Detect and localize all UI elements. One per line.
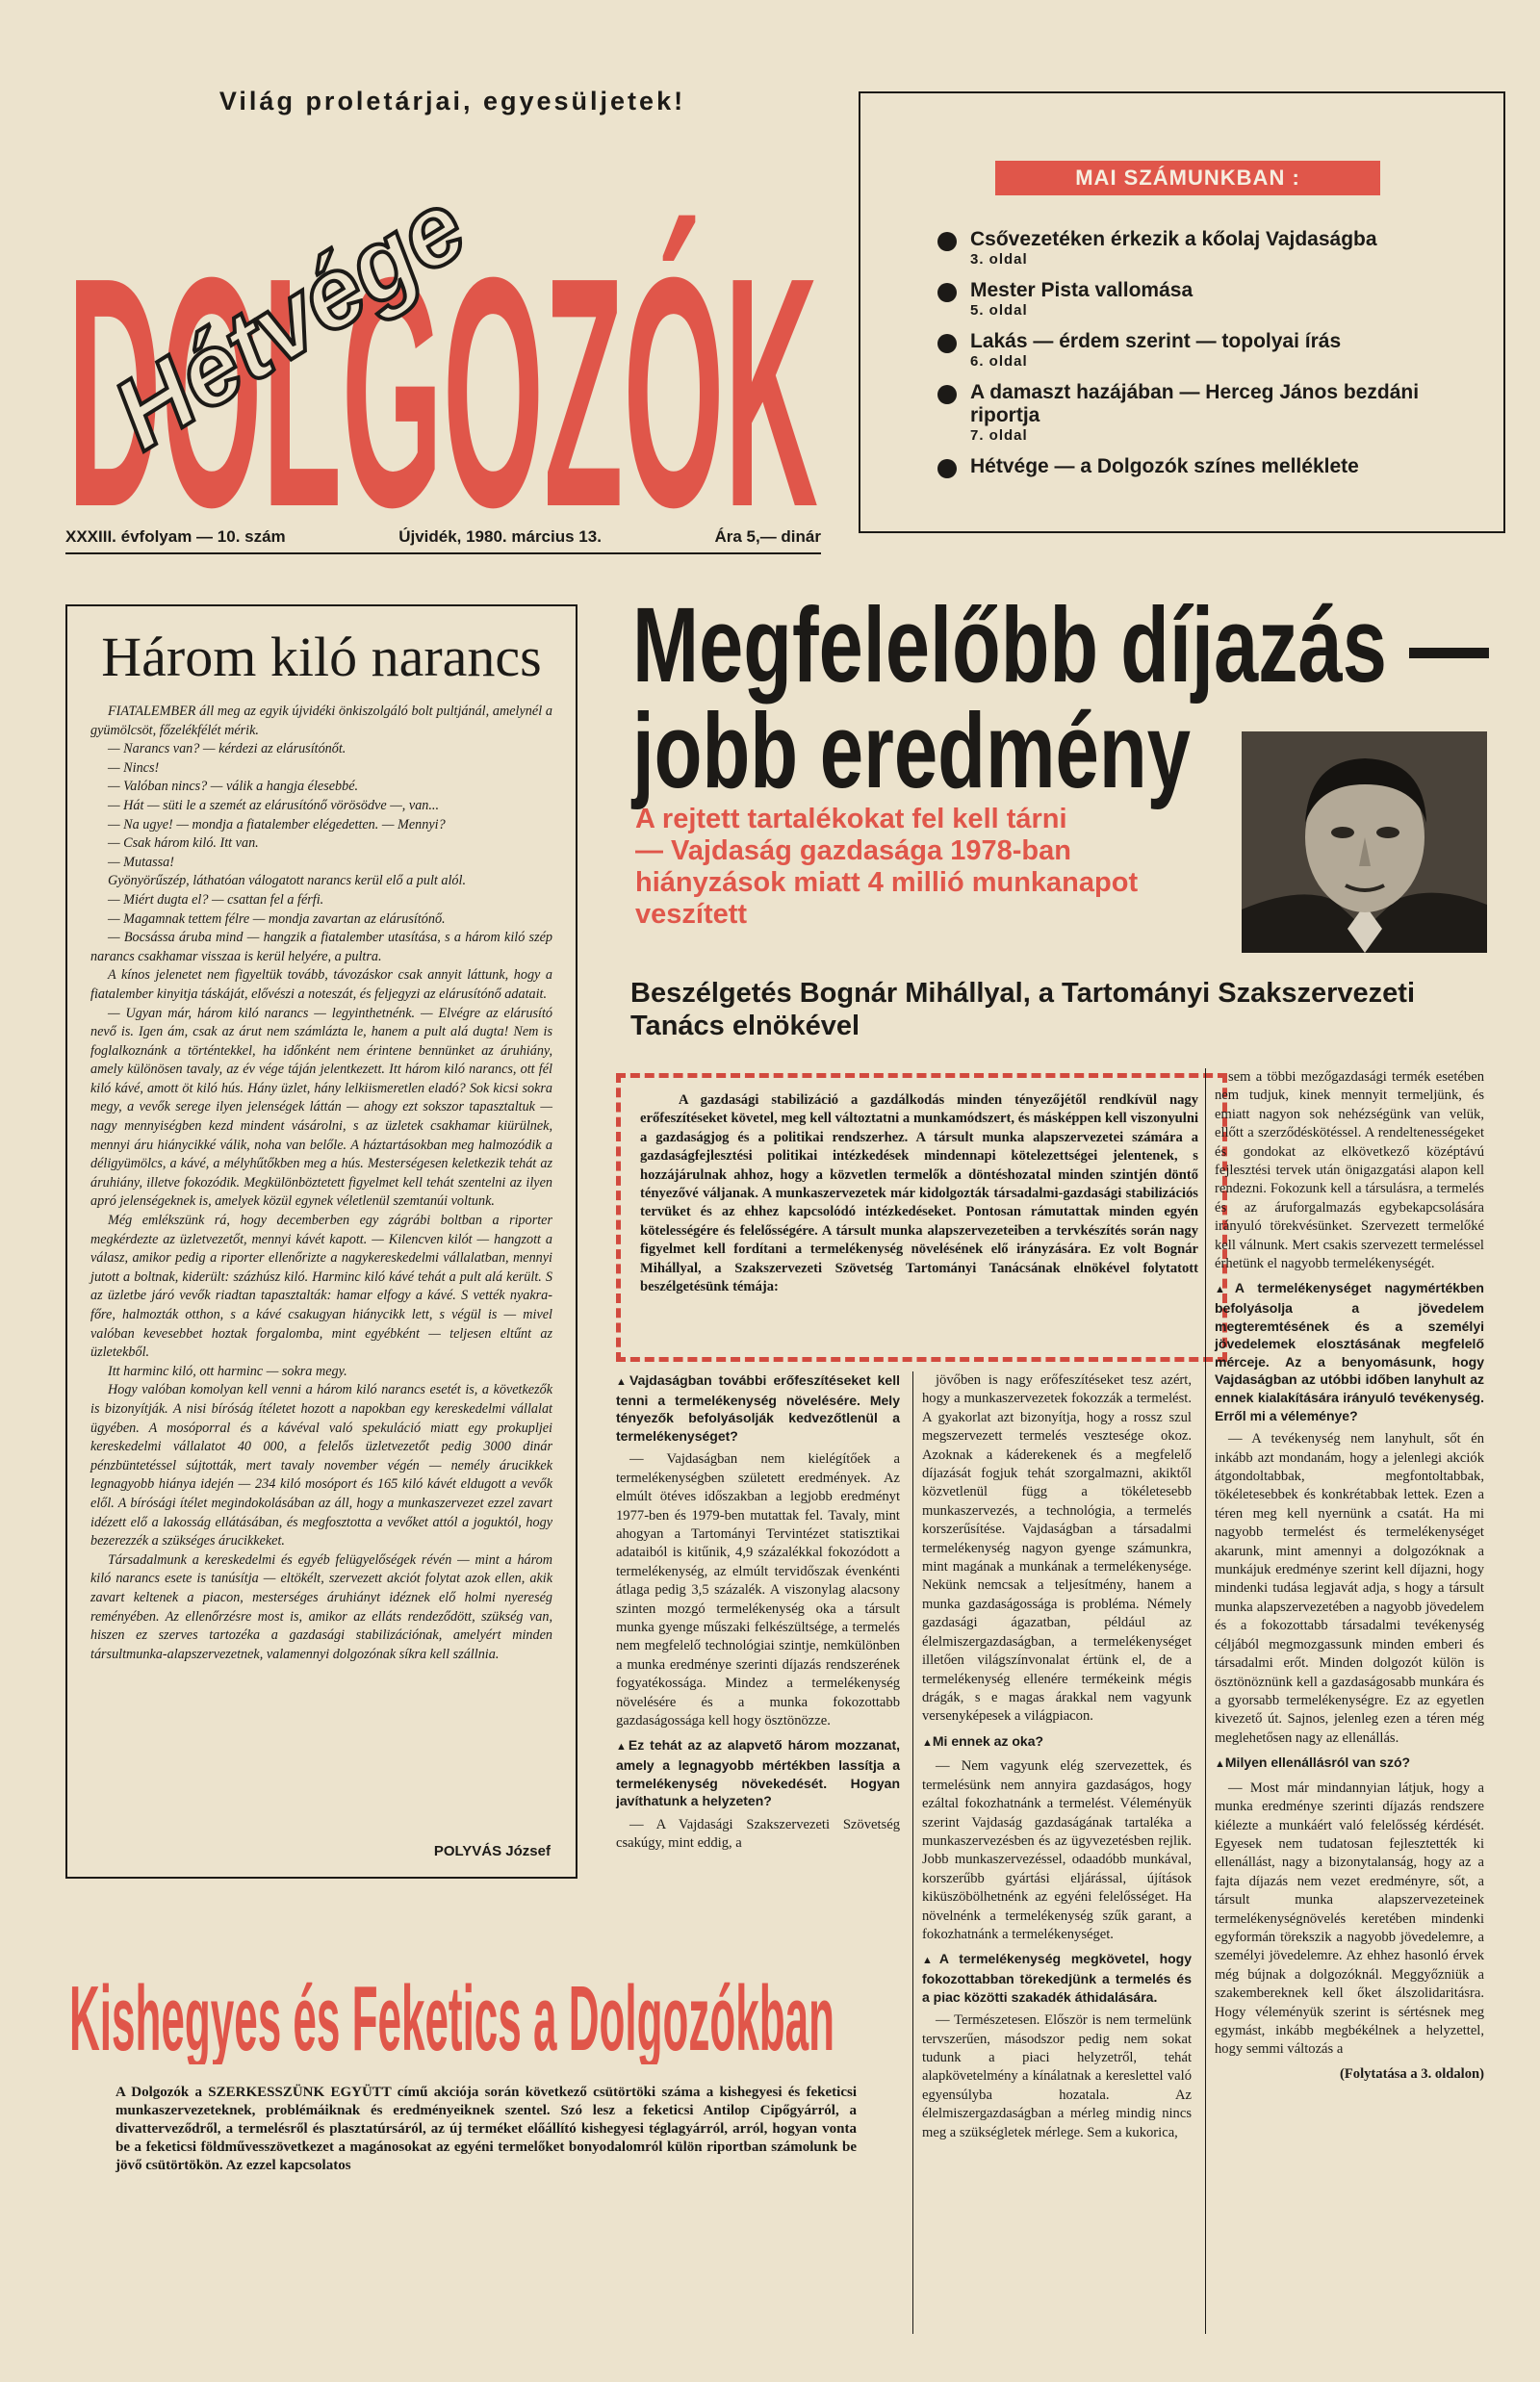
story-paragraph: — Hát — süti le a szemét az elárusítónő vörösödve —, van...: [108, 797, 440, 813]
story-paragraph: — Bocsássa áruba mind — hangzik a fiatalember utasítása, s a három kiló szép narancs csakhamar visszaa is kerül helyére, a pultra.: [90, 930, 552, 964]
contents-item: [937, 455, 1476, 478]
price: Ára 5,— dinár: [714, 527, 821, 546]
feature-column-3: [1215, 1068, 1484, 2089]
story-paragraph: — Ugyan már, három kiló narancs — legyinthetnénk. — Elvégre az elárusító nevő is. Igen ám, csak az árut nem számlázta le, hanem a pult alá dugta! Nem is foglalkoznánk a történtekkel, ha időnként nem érintene bennünket az áruhiány, amely különösen tavaly, az év vége táján jelentkezett. Itt három kiló narancs, ott fél kiló kávé, amott öt kiló hús. Hány üzlet, hány lelkiismeretlen eladó? Sok kicsi sokra megy, a vevők serege ilyen jelenségek láttán — ahogy ezt sokszor tapasztaltuk — nagy mennyiségben kezd mindent vásárolni, s az üzletek csakhamar kiürülnek, mennyi áru hiánycikké válik, noha van belőle. A háztartásokban meg halmozódik a déligyümölcs, a kávé, a mélyhűtőkben meg a hús. Mesterségesen keletkezik tehát az áruhiány, illetve fokozódik. Megkülönböztetett figyelmet kell tehát szentelni az ilyen apró jelenségeknek is, amelyek közül egynek véletlenül szemtanúi voltunk.: [90, 1005, 552, 1210]
interview-question: ▲ Vajdaságban további erőfeszítéseket kell tenni a termelékenység növelésére. Mely tényezők befolyásolják kedvezőtlenül a termelékenységet?: [616, 1371, 900, 1445]
story-paragraph: — Nincs!: [108, 759, 160, 776]
interview-question: ▲ Milyen ellenállásról van szó?: [1215, 1754, 1484, 1774]
story-paragraph: FIATALEMBER áll meg az egyik újvidéki önkiszolgáló bolt pultjánál, amelynél a gyümölcsöt, főzelékfélét mérik.: [90, 704, 552, 738]
contents-list: [937, 228, 1476, 490]
interview-question: ▲ A termelékenység megkövetel, hogy fokozottabban törekedjünk a termelés és a piac közötti szakadék áthidalására.: [922, 1950, 1192, 2006]
kishegyes-body: [116, 2084, 857, 2175]
contents-item: [937, 330, 1476, 370]
interview-answer: — A tevékenység nem lanyhult, sőt én inkább azt mondanám, hogy a jelenlegi akciók átgondoltabbak, megfontoltabbak, tökéletesebbek és konkrétabbak lettek. Ezen a téren meg kell nyernünk a csatát. Ha mi nagyobb termelést és termelékenységet akarunk, mint amennyi a dolgozóknak a munkájuk eredménye szerint kell díjazni, hogy mindenki tudása legjavát adja, s hogy a társult munka alapszervezetében a nagyobb jövedelem és a fokozottabb társadalmi tevékenység céljából megmozgassunk minden emberi és társadalmi erőt. Minden dolgozót külön is ösztönöznünk kell a gazdaságosabb munkára és a gyorsabb termelékenységre. Ez az egyetlen kivezető út. Sajnos, jelenleg ezen a téren még meglehetősen nagy az ellenállás.: [1215, 1431, 1484, 1746]
issue-line: [65, 527, 821, 554]
portrait-photo: [1242, 731, 1487, 953]
story-byline: POLYVÁS József: [433, 1843, 551, 1859]
contents-item-page: 3. oldal: [970, 251, 1028, 268]
contents-item-title: A damaszt hazájában — Herceg János bezdáni riportja: [970, 381, 1420, 426]
column-rule: [1205, 1068, 1206, 2334]
contents-heading: MAI SZÁMUNKBAN :: [995, 161, 1380, 195]
interview-answer: — Nem vagyunk elég szervezettek, és termelésünk nem annyira gazdaságos, hogy ezáltal fokozhatnánk a termelést. Véleményük szerint Vajdaság gazdaságának tartaléka a munkaszervezésben és az ügyvezetésben rejlik. Jobb munkaszervezéssel, odaadóbb munkával, korszerűbb gyártási eljárással, újítások kiküszöbölhetnénk az egyéni felelősséget. Ha növelnénk a termelékenység szűk garant, a fokozhatnánk a termelékenységet.: [922, 1758, 1192, 1942]
interview-answer: — A Vajdasági Szakszervezeti Szövetség csakúgy, mint eddig, a: [616, 1816, 900, 1852]
kishegyes-headline: [67, 1959, 837, 2064]
column-rule: [912, 1371, 913, 2334]
story-box: [65, 604, 578, 1879]
interview-answer: — Vajdaságban nem kielégítőek a termelékenységben született eredmények. Az elmúlt ötéves időszakban a legjobb eredményt 1977-ben és 1979-ben mutattak fel. Tavaly, mint ahogyan a Tartományi Tervintézet statisztikai adataiból is kitűnik, 4,9 százalékkal fokozódott a termelékenység, az elmúlt tervidőszak évenkénti átlaga pedig 3,5 százalék. A viszonylag alacsony szinten mozgó termelékenység oka a társult munka gyenge műszaki felkészültsége, a termelés nem megfelelő technológiai szintje, nemkülönben a munka eredménye szerinti díjazás rendszerének fogyatékossága. Mindez a termelékenység növelésére és a munka fokozottabb gazdaságossága kell hogy ösztönözze.: [616, 1451, 900, 1729]
masthead-title: DOLGOZÓK: [67, 210, 818, 515]
contents-item-title: Hétvége — a Dolgozók színes melléklete: [970, 455, 1359, 477]
contents-item: [937, 228, 1476, 268]
contents-item-page: 6. oldal: [970, 353, 1028, 370]
contents-box: [859, 91, 1505, 533]
contents-item: [937, 279, 1476, 319]
contents-item-title: Mester Pista vallomása: [970, 279, 1194, 301]
feature-column-2: [922, 1371, 1192, 2148]
masthead-motto: Világ proletárjai, egyesüljetek!: [218, 87, 686, 115]
story-paragraph: — Valóban nincs? — válik a hangja élesebbé.: [108, 779, 359, 795]
deck: [635, 804, 1222, 931]
headline-line-2: jobb eredmény: [630, 692, 1191, 810]
interview-question: ▲ A termelékenységet nagymértékben befolyásolja a jövedelem megteremtésének és a személyi jövedelemek elosztásának megfelelő mérceje. Az a benyomásunk, hogy Vajdaságban az utóbbi időben lanyhult az ennek kialakítására irányuló tevékenység. Erről mi a véleménye?: [1215, 1279, 1484, 1424]
story-paragraph: — Narancs van? — kérdezi az elárusítónőt.: [108, 741, 346, 757]
hetvege-overlay: Hétvége: [94, 169, 485, 472]
place-date: Újvidék, 1980. március 13.: [398, 527, 602, 546]
story-paragraph: — Magamnak tettem félre — mondja zavartan az elárusítónő.: [108, 910, 446, 927]
story-paragraph: — Miért dugta el? — csattan fel a férfi.: [108, 891, 324, 908]
interview-answer: — Természetesen. Először is nem termelünk tervszerűen, másodszor pedig nem sokat tudunk a piaci helyzetről, tehát alapkövetelmény a kínálatnak a kereslettel való egyensúlyba hozatala. Az élelmiszergazdaságban a mérleg mindig nincs meg a szükségletek mérlege. Sem a kukorica,: [922, 2012, 1192, 2140]
interview-question: ▲ Mi ennek az oka?: [922, 1732, 1192, 1753]
contents-item: [937, 381, 1476, 444]
kishegyes-title: Kishegyes és Feketics a Dolgozókban: [69, 1967, 834, 2064]
contents-item-title: Lakás — érdem szerint — topolyai írás: [970, 330, 1342, 352]
interview-heading: Beszélgetés Bognár Mihállyal, a Tartományi Szakszervezeti Tanács elnökével: [630, 978, 1416, 1041]
story-paragraph: — Mutassa!: [108, 854, 174, 870]
story-paragraph: Itt harminc kiló, ott harminc — sokra megy.: [108, 1363, 347, 1379]
story-title: Három kiló narancs: [101, 626, 542, 688]
story-paragraph: — Na ugye! — mondja a fiatalember elégedetten. — Mennyi?: [108, 816, 446, 832]
story-paragraph: Még emlékszünk rá, hogy decemberben egy zágrábi boltban a riporter megkérdezte az üzletvezetőt, mennyi kávét kapott. — Kilencven kilót — hangzott a válasz, amikor pedig a riporter ellenőrizte a nagykereskedelmi vállalatban, mennyi jutott a boltnak, kiderült: százhúsz kiló. Harminc kiló kávé tehát a pult alá került. S az üzletbe járó vevők riadtan tapasztalták: hamar elfogy a kávé. S vették nyakra-főre, halmozták otthon, s a kávé csakugyan hiánycikk lett, s végül is — mivel valóban kevesebbet hoztak forgalomba, mint egyébként — teljesen eltűnt az üzletekből.: [90, 1213, 552, 1361]
feature-column-1: [616, 1371, 900, 1859]
interview-question: ▲ Ez tehát az az alapvető három mozzanat, amely a legnagyobb mértékben lassítja a termelékenység növekedését. Hogyan javíthatunk a helyzeten?: [616, 1736, 900, 1809]
kishegyes-text: A Dolgozók a SZERKESSZÜNK EGYÜTT című akciója során következő csütörtöki száma a kishegyesi és feketicsi munkaszervezeteknek, problémáiknak és eredményeiknek szentel. Szó lesz a feketicsi Antilop Cipőgyárról, a divatterveződről, a termelésről és plasztatúrsáról, az új terméket előállító kishegyesi téglagyárról, arról, hogyan vonta be a feketicsi földművesszövetkezet a magánosokat az egyéni termelőket bonyodalomról külön riportban számolunk be jövő csütörtökön. Az ezzel kapcsolatos: [116, 2085, 857, 2173]
continuation-note: (Folytatása a 3. oldalon): [1340, 2065, 1484, 2082]
deck-line: hiányzások miatt 4 millió munkanapot: [635, 867, 1139, 898]
intro-text: A gazdasági stabilizáció a gazdálkodás minden tényezőjétől rendkívül nagy erőfeszítéseket követel, meg kell változtatni a munkamódszert, és másképpen kell viszonyulni a gazdaságjog és a politikai rendszerhez. A társult munka alapszervezetei számára a gazdaságfejlesztési politikai intézkedések mindennapi kötelezettségei jelentenek, s hozzájárulnak ahhoz, hogy a közvetlen termelők a döntéshozatal minden szintjén döntő tényezővé váljanak. A munkaszervezetek már kidolgozták társadalmi-gazdasági stabilizációs tervüket és az ehhez kapcsolódó intézkedéseket. Pontosan rámutattak minden egyén kötelességére és felelősségére. A társult munka alapszervezeteiben a tervkészítés során nagy figyelmet kell fordítani a termelékenység növelésének elő irányzására. Ez volt Bognár Mihállyal, a Szakszervezeti Szövetség Tartományi Tanácsának elnökével folytatott beszélgetésünk témája:: [640, 1092, 1198, 1295]
masthead-logo: [65, 135, 821, 515]
volume-number: XXXIII. évfolyam — 10. szám: [65, 527, 286, 546]
interview-answer: sem a többi mezőgazdasági termék esetében nem tudjuk, kinek mennyit termeljünk, és emiatt nagyon sok nehézségünk van velük, ellőtt a szerződéskötéssel. A rendeltenességeket és gondokat az elkövetkező középtávú fejlesztési tervek után önigazgatási alapon kell rendezni. Fokozunk kell a társulásra, a termelés és az áruforgalmazás egybekapcsolására irányuló törekvésünket. Szervezett termelőké kell válnunk. Mert csakis szervezett termeléssel érhetünk el nagyobb termelékenységét.: [1215, 1069, 1484, 1272]
story-paragraph: A kínos jelenetet nem figyeltük tovább, távozáskor csak annyit láttunk, hogy a fiatalember kinyitja táskáját, elővészi a noteszát, és feljegyzi az elárusítónő adatait.: [90, 967, 552, 1002]
deck-line: — Vajdaság gazdasága 1978-ban: [635, 835, 1071, 866]
story-paragraph: — Csak három kiló. Itt van.: [108, 835, 259, 852]
story-paragraph: Társadalmunk a kereskedelmi és egyéb felügyelőségek révén — mint a három kiló narancs esete is tanúsítja — eltökélt, szervezett akciót folytat azok ellen, akik zavart keltenek a piacon, mesterséges áruhiányt idéznek elő holmi nyereség reményében. Az ellenőrzésre most is, amikor az elláts rendeződött, szükség van, hiszen ez szerves tartozéka a gazdasági stabilizációnak, amelyért minden társultmunka-alapszervezetnek, valamennyi dolgozónak síkra kell szállnia.: [90, 1551, 552, 1662]
contents-item-page: 7. oldal: [970, 427, 1028, 444]
story-paragraph: Hogy valóban komolyan kell venni a három kiló narancs esetét is, a következők is bizonyítják. A nisi bíróság ítéletet hozott a napokban egy kereskedelmi vállalat ügyében. A mosóporral és a kávéval való spekuláció miatt egy prokupljei kereskedelmi vállalatot 40 000, a felelős üzletvezetőt pedig 3000 dinár pénzbüntetéssel sújtották, mert tavaly november végén — nemély árucikkek legnagyobb hiánya idején — 234 kiló mosóport és 165 kiló kávét eldugott a vevők elől. A bírósági ítélet megindokolásában az áll, hogy a munkaszervezet ezzel zavart idézett elő a lakosság ellátásában, és megfosztotta a vevőket attól a joguktól, hogy bezerezzék a szükséges árucikkeket.: [90, 1382, 552, 1550]
contents-item-title: Csővezetéken érkezik a kőolaj Vajdaságba: [970, 228, 1377, 250]
story-paragraph: Gyönyörűszép, láthatóan válogatott narancs kerül elő a pult alól.: [108, 873, 466, 889]
intro-box: [616, 1073, 1227, 1362]
contents-item-page: 5. oldal: [970, 302, 1028, 319]
deck-line: A rejtett tartalékokat fel kell tárni: [635, 804, 1067, 834]
interview-answer: jövőben is nagy erőfeszítéseket tesz azért, hogy a munkaszervezetek fokozzák a termelést. A gyakorlat azt bizonyítja, hogy a rossz szul megszervezett termelés vesztesége okoz. Azoknak a káderekenek és a megfelelő díjazását fogjuk tehát szorgalmazni, akiktől közvetlenül függ a tökéletesebb munkaszervezés, a technológia, a termelés korszerűsítése. Vajdaságban a társadalmi termelékenység nagyon gyenge számunkra, mint magának a munkának a termelékenysége. Nekünk nemcsak a teljesítmény, hanem a munka gazdaságossága is probléma. Némely gazdasági ágazatban, például az élelmiszergazdaságban, a termelékenységet illetően világszínvonalat értünk el, de a termelékenység ellenére termékeink mégis drágák, s e magas árakkal nem vagyunk versenyképesek a világpiacon.: [922, 1372, 1192, 1725]
deck-line: veszített: [635, 899, 748, 930]
interview-answer: — Most már mindannyian látjuk, hogy a munka eredménye szerinti díjazás rendszere kiélezte a munkáért való felelősség kérdését. Egyesek nem tudatosan fejlesztették ki ellenállást, nagy a bizonytalanság, hogy az a fajta díjazás nem vezet eredményre, sőt, a társult munka alapszervezeteinek termelékenységnövelés keretében mindenki egyformán törekszik a nagyobb jövedelemre, a személyi jövedelemre. Az ehhez hasonló érvek még bújnak a dolgozóknál. Meggyőzniük a szakembereknek kell őket álszolidaritásra. Hogy véleményük szerint is sértésnek meg egymást, inkább megbékélnek a helyzettel, hogy semmi változás a: [1215, 1780, 1484, 2058]
story-body: [90, 703, 552, 1664]
headline-line-1: Megfelelőbb díjazás —: [632, 587, 1489, 704]
